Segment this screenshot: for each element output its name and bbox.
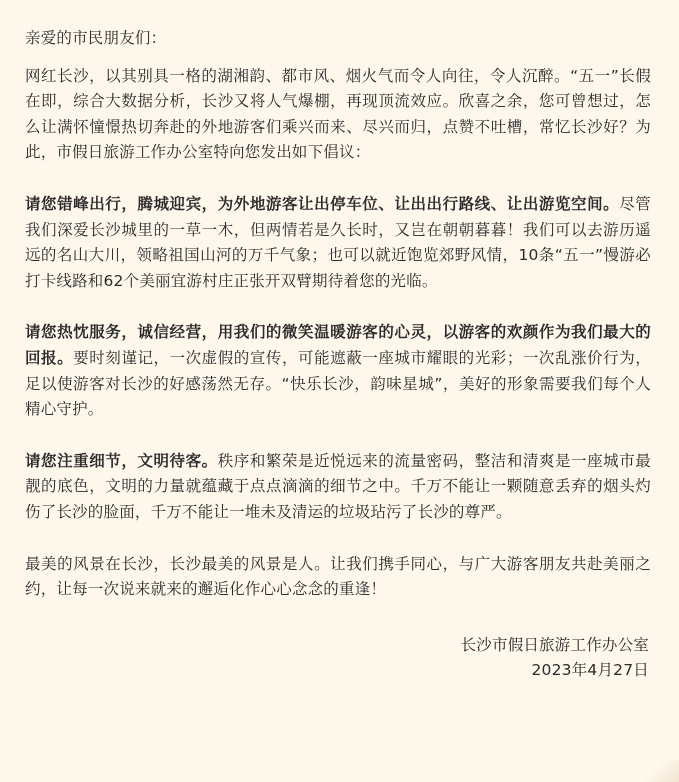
paragraph-proposal-service xyxy=(25,320,651,422)
paragraph-intro-text: 网红长沙，以其别具一格的湖湘韵、都市风、烟火气而令人向往，令人沉醉。“五一”长假在即，综合大数据分析，长沙又将人气爆棚，再现顶流效应。欣喜之余，您可曾想过，怎么让满怀憧憬热切奔赴的外地游客们乘兴而来、尽兴而归，点赞不吐槽，常忆长沙好？为此，市假日旅游工作办公室特向您发出如下倡议： xyxy=(25,66,651,162)
signature-organization: 长沙市假日旅游工作办公室 xyxy=(460,635,649,654)
paragraph-closing xyxy=(25,552,651,603)
paragraph-proposal-travel xyxy=(25,192,651,294)
signature-date: 2023年4月27日 xyxy=(531,661,649,680)
paragraph-proposal-civility-bold: 请您注重细节，文明待客。 xyxy=(25,451,218,470)
paragraph-proposal-service-text: 要时刻谨记，一次虚假的宣传，可能遮蔽一座城市耀眼的光彩；一次乱涨价行为，足以使游客对长沙的好感荡然无存。“快乐长沙，韵味星城”，美好的形象需要我们每个人精心守护。 xyxy=(25,348,651,419)
paragraph-proposal-travel-bold: 请您错峰出行，腾城迎宾，为外地游客让出停车位、让出出行路线、让出游览空间。 xyxy=(25,194,620,213)
paragraph-proposal-service-bold: 请您热忱服务，诚信经营，用我们的微笑温暖游客的心灵，以游客的欢颜作为我们最大的回报。 xyxy=(25,323,651,367)
paragraph-proposal-civility xyxy=(25,449,651,526)
paragraph-intro xyxy=(25,64,651,166)
paragraph-closing-text: 最美的风景在长沙，长沙最美的风景是人。让我们携手同心，与广大游客朋友共赴美丽之约，让每一次说来就来的邂逅化作心心念念的重逢！ xyxy=(25,554,651,599)
page-corner-shadow xyxy=(639,760,679,782)
paragraph-proposal-civility-text: 秩序和繁荣是近悦远来的流量密码，整洁和清爽是一座城市最靓的底色，文明的力量就蕴藏于点点滴滴的细节之中。千万不能让一颗随意丢弃的烟头灼伤了长沙的脸面，千万不能让一堆未及清运的垃圾玷污了长沙的尊严。 xyxy=(25,451,652,521)
letter-salutation: 亲爱的市民朋友们： xyxy=(25,29,167,47)
letter xyxy=(25,26,651,684)
paragraph-proposal-travel-text: 尽管我们深爱长沙城里的一草一木，但两情若是久长时，又岂在朝朝暮暮！我们可以去游历遥远的名山大川，领略祖国山河的万千气象；也可以就近饱览郊野风情，10条“五一”慢游必打卡线路和62个美丽宜游村庄正张开双臂期待着您的光临。 xyxy=(25,194,651,290)
